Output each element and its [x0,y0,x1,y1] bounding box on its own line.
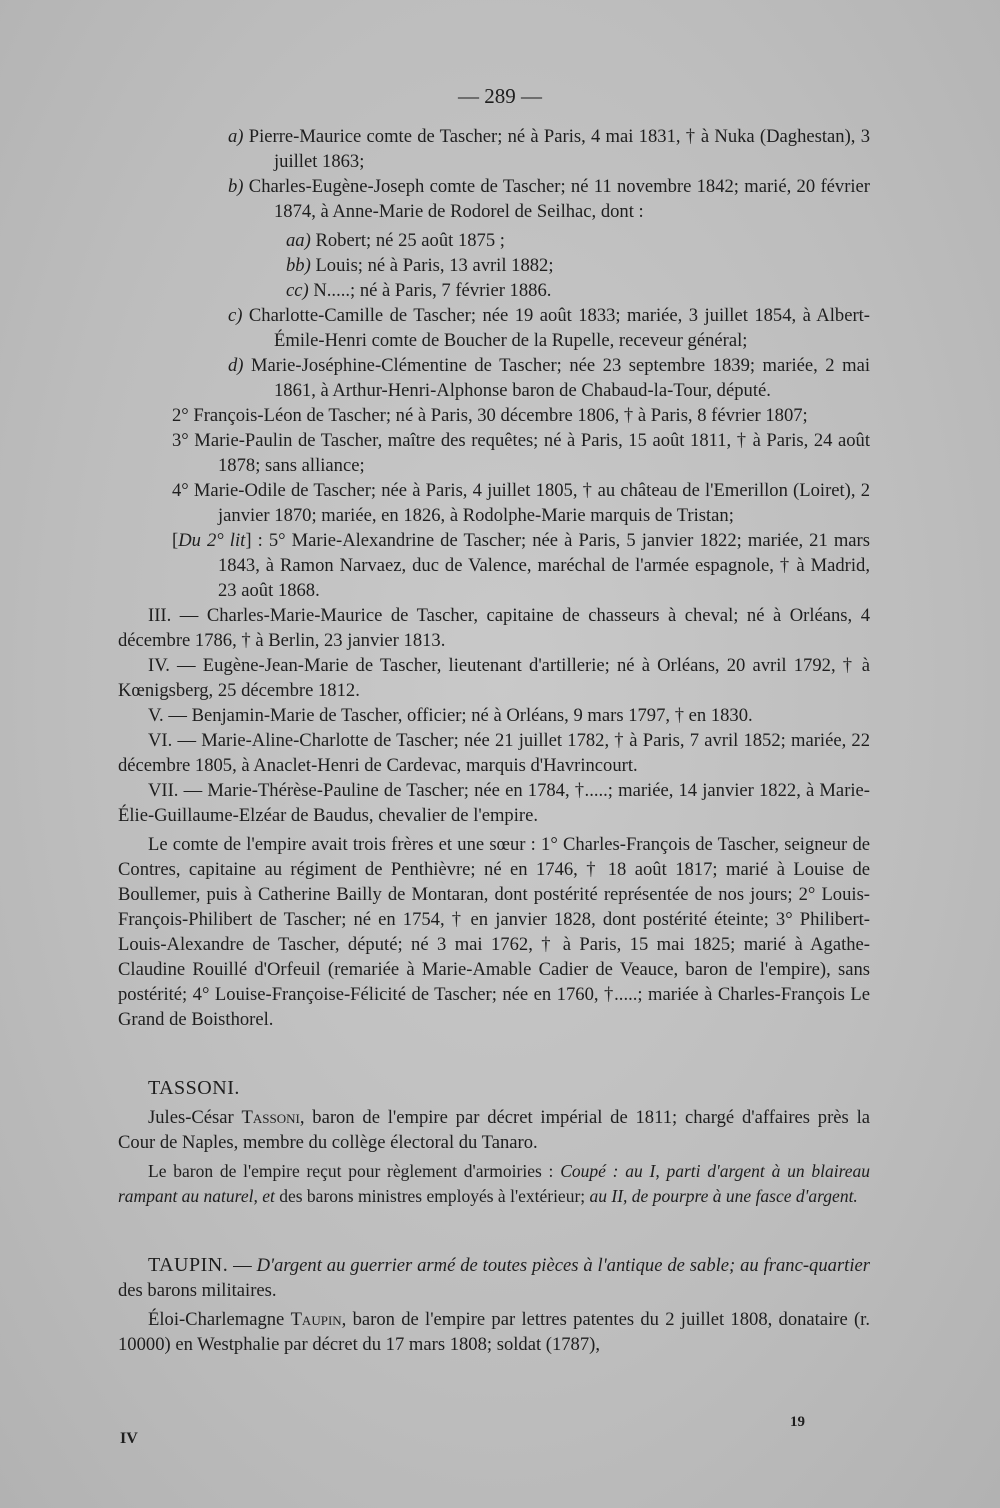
paragraph: Le comte de l'empire avait trois frères et une sœur : 1° Charles-François de Tascher, seigneur de Contres, capitaine au régiment de Penthièvre; né en 1746, † 18 août 1817; marié à Louise de Boullemer, puis à Catherine Bailly de Montaran, dont postérité représentée de nos jours; 2° Louis-François-Philibert de Tascher; né en 1754, † en janvier 1828, dont postérité éteinte; 3° Philibert-Louis-Alexandre de Tascher, député; né 3 mai 1762, † à Paris, 15 mai 1825; marié à Agathe-Claudine Rouillé d'Orfeuil (remariée à Marie-Amable Cadier de Veauce, baron de l'empire), sans postérité; 4° Louise-Françoise-Félicité de Tascher; née en 1760, †.....; mariée à Charles-François Le Grand de Boisthorel. [118,834,870,1030]
paragraph: IV. — Eugène-Jean-Marie de Tascher, lieutenant d'artillerie; né à Orléans, 20 avril 1792, † à Kœnigsberg, 25 décembre 1812. [118,655,870,701]
paragraph: III. — Charles-Marie-Maurice de Tascher, capitaine de chasseurs à cheval; né à Orléans, 4 décembre 1786, † à Berlin, 23 janvier 1813. [118,605,870,651]
paragraph: aa) Robert; né 25 août 1875 ; [286,230,505,251]
paragraph: c) Charlotte-Camille de Tascher; née 19 août 1833; mariée, 3 juillet 1854, à Albert-Émile-Henri comte de Boucher de la Rupelle, receveur général; [228,305,870,351]
paragraph: Le baron de l'empire reçut pour règlement d'armoiries : Coupé : au I, parti d'argent à un blaireau rampant au naturel, et des barons ministres employés à l'extérieur; au II, de pourpre à une fasce d'argent. [118,1161,870,1206]
folio-number: 19 [790,1414,805,1430]
paragraph: [Du 2° lit] : 5° Marie-Alexandrine de Tascher; née à Paris, 5 janvier 1822; mariée, 21 mars 1843, à Ramon Narvaez, duc de Valence, maréchal de l'armée espagnole, † à Madrid, 23 août 1868. [172,530,870,601]
page-number: — 289 — [458,84,542,108]
paragraph: Éloi-Charlemagne Taupin, baron de l'empire par lettres patentes du 2 juillet 1808, donataire (r. 10000) en Westphalie par décret du 17 mars 1808; soldat (1787), [118,1309,870,1355]
paragraph: VII. — Marie-Thérèse-Pauline de Tascher; née en 1784, †.....; mariée, 14 janvier 1822, à Marie-Élie-Guillaume-Elzéar de Baudus, chevalier de l'empire. [118,780,870,826]
paragraph: VI. — Marie-Aline-Charlotte de Tascher; née 21 juillet 1782, † à Paris, 7 avril 1852; mariée, 22 décembre 1805, à Anaclet-Henri de Cardevac, marquis d'Havrincourt. [118,730,870,776]
paragraph: 2° François-Léon de Tascher; né à Paris, 30 décembre 1806, † à Paris, 8 février 1807; [172,405,808,426]
signature-mark: IV [120,1430,138,1447]
paragraph: b) Charles-Eugène-Joseph comte de Tascher; né 11 novembre 1842; marié, 20 février 1874, à Anne-Marie de Rodorel de Seilhac, dont : [228,176,870,222]
paragraph: 4° Marie-Odile de Tascher; née à Paris, 4 juillet 1805, † au château de l'Emerillon (Loiret), 2 janvier 1870; mariée, en 1826, à Rodolphe-Marie marquis de Tristan; [172,480,870,526]
paragraph: d) Marie-Joséphine-Clémentine de Tascher; née 23 septembre 1839; mariée, 2 mai 1861, à Arthur-Henri-Alphonse baron de Chabaud-la-Tour, député. [228,355,870,401]
paragraph: Jules-César Tassoni, baron de l'empire par décret impérial de 1811; chargé d'affaires près la Cour de Naples, membre du collège électoral du Tanaro. [118,1107,870,1153]
paragraph: bb) Louis; né à Paris, 13 avril 1882; [286,255,554,276]
paragraph: TAUPIN. — D'argent au guerrier armé de toutes pièces à l'antique de sable; au franc-quartier des barons militaires. [118,1254,870,1301]
paragraph: TASSONI. [148,1077,240,1099]
paragraph: a) Pierre-Maurice comte de Tascher; né à Paris, 4 mai 1831, † à Nuka (Daghestan), 3 juillet 1863; [228,126,870,172]
paragraph: cc) N.....; né à Paris, 7 février 1886. [286,280,552,301]
document-body [118,124,870,1357]
paragraph: V. — Benjamin-Marie de Tascher, officier; né à Orléans, 9 mars 1797, † en 1830. [148,705,753,726]
paragraph: 3° Marie-Paulin de Tascher, maître des requêtes; né à Paris, 15 août 1811, † à Paris, 24 août 1878; sans alliance; [172,430,870,476]
